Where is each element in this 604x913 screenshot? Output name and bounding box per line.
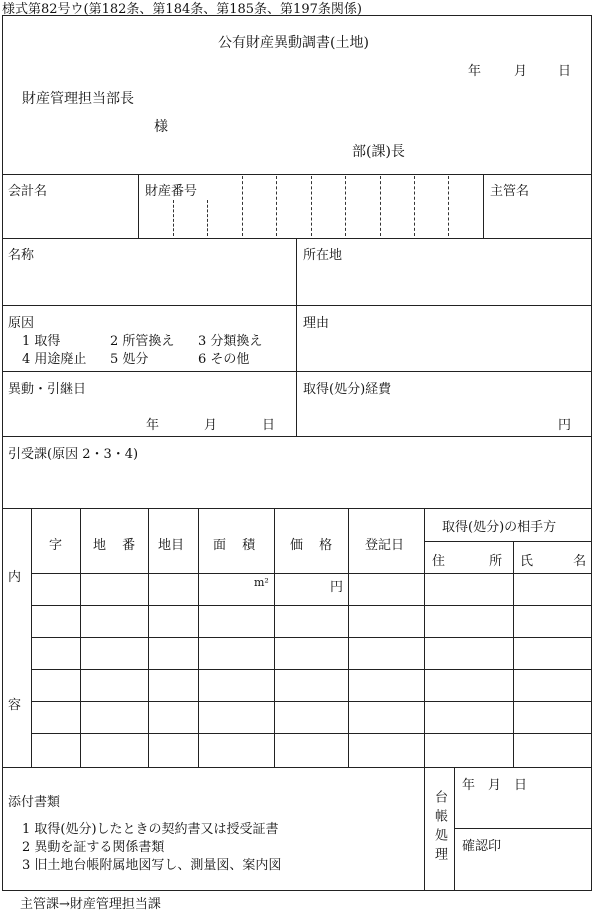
header-month: 月 xyxy=(514,64,528,79)
header-tokibi: 登記日 xyxy=(365,538,405,553)
cost-label: 取得(処分)経費 xyxy=(303,382,392,397)
side-label-top: 内 xyxy=(8,570,22,585)
ledger-label: 台帳処理 xyxy=(432,790,447,866)
attachments-label: 添付書類 xyxy=(8,795,61,810)
cause-option: 2 所管換え xyxy=(110,334,175,349)
header-name: 氏 名 xyxy=(520,554,604,569)
property-number-label: 財産番号 xyxy=(145,184,198,199)
cause-option: 4 用途廃止 xyxy=(22,352,87,367)
digit-divider xyxy=(311,176,312,236)
honorific: 様 xyxy=(154,119,168,135)
unit-area: m² xyxy=(254,576,269,589)
cause-option: 3 分類換え xyxy=(198,334,263,349)
header-year: 年 xyxy=(468,64,482,79)
header-chiban: 地 番 xyxy=(93,538,142,553)
account-name-label: 会計名 xyxy=(8,184,48,199)
cause-option: 1 取得 xyxy=(22,334,61,349)
header-menseki: 面 積 xyxy=(213,538,262,553)
attachment-item: 1 取得(処分)したときの契約書又は授受証書 xyxy=(22,822,279,837)
location-label: 所在地 xyxy=(303,248,343,263)
cause-option: 5 処分 xyxy=(110,352,149,367)
transfer-month: 月 xyxy=(204,418,218,433)
transfer-day: 日 xyxy=(262,418,276,433)
header-chimoku: 地目 xyxy=(158,538,185,553)
header-counterparty: 取得(処分)の相手方 xyxy=(442,520,557,535)
digit-divider xyxy=(345,176,346,236)
header-address: 住 所 xyxy=(432,554,523,569)
reason-label: 理由 xyxy=(303,316,330,331)
digit-divider xyxy=(276,176,277,236)
sender: 部(課)長 xyxy=(352,144,405,160)
ledger-date: 年 月 日 xyxy=(462,778,528,793)
side-label-bottom: 容 xyxy=(8,698,22,713)
digit-divider xyxy=(380,176,381,236)
cause-label: 原因 xyxy=(8,316,35,331)
digit-divider xyxy=(207,200,208,236)
unit-price: 円 xyxy=(330,580,344,595)
header-aza: 字 xyxy=(49,538,63,553)
confirm-label: 確認印 xyxy=(462,839,502,854)
form-number: 様式第82号ウ(第182条、第184条、第185条、第197条関係) xyxy=(2,2,362,17)
managing-label: 主管名 xyxy=(490,184,530,199)
name-label: 名称 xyxy=(8,248,35,263)
digit-divider xyxy=(173,200,174,236)
header-day: 日 xyxy=(558,64,572,79)
form-title: 公有財産異動調書(土地) xyxy=(218,35,369,51)
content-table xyxy=(2,508,592,509)
digit-divider xyxy=(448,176,449,236)
footer-routing: 主管課→財産管理担当課 xyxy=(20,897,161,912)
cause-option: 6 その他 xyxy=(198,352,250,367)
digit-divider xyxy=(414,176,415,236)
addressee: 財産管理担当部長 xyxy=(22,91,134,107)
digit-divider xyxy=(242,176,243,236)
transfer-date-label: 異動・引継日 xyxy=(8,382,87,397)
transfer-year: 年 xyxy=(146,418,160,433)
receiving-label: 引受課(原因 2・3・4) xyxy=(8,447,139,462)
header-kakaku: 価 格 xyxy=(290,538,339,553)
cost-yen: 円 xyxy=(558,418,572,433)
attachment-item: 3 旧土地台帳附属地図写し、測量図、案内図 xyxy=(22,858,282,873)
attachment-item: 2 異動を証する関係書類 xyxy=(22,840,165,855)
